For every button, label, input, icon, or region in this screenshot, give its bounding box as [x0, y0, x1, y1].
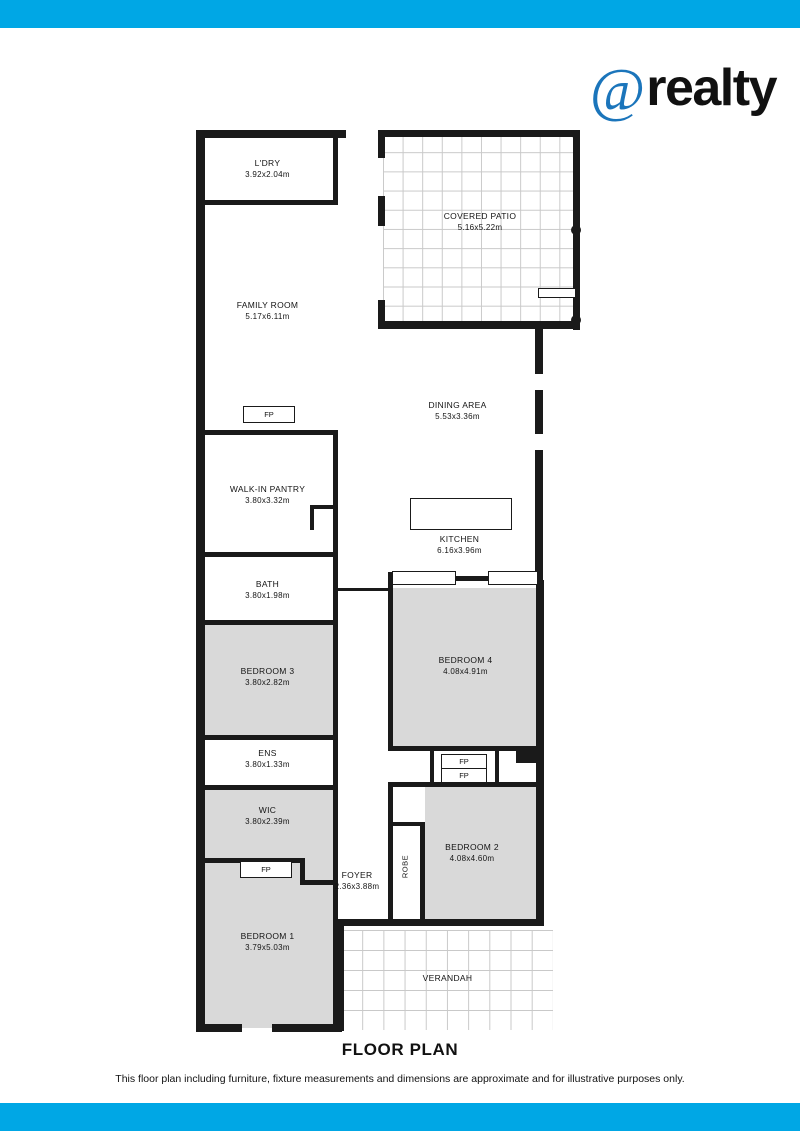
exterior-wall-right-of-foyer [336, 919, 544, 926]
room-name: KITCHEN [439, 534, 480, 544]
room-dimension: 5.53x3.36m [435, 412, 480, 421]
interior-wall-ens-bottom [196, 785, 338, 790]
brand-name: realty [646, 59, 776, 117]
room-label-walk-in-pantry [200, 484, 335, 506]
room-name: BEDROOM 4 [438, 655, 493, 665]
room-label-bedroom-1 [200, 931, 335, 953]
interior-wall-foyer-right [388, 786, 393, 921]
room-dimension: 3.80x3.32m [245, 496, 290, 505]
kitchen-island-bench [410, 498, 512, 530]
room-dimension: 3.79x5.03m [245, 943, 290, 952]
interior-wall-bedroom4-left [388, 580, 393, 750]
interior-wall-pantry-inner-vert [310, 505, 314, 530]
interior-wall-bath-bottom [196, 620, 338, 625]
room-name: COVERED PATIO [443, 211, 517, 221]
patio-post-top [571, 130, 579, 138]
room-label-wic [200, 805, 335, 827]
interior-wall-bed4-nib-far [516, 751, 536, 763]
room-label-bedroom-4 [398, 655, 533, 677]
exterior-wall-patio-bottom [378, 321, 580, 329]
room-dimension: 5.16x5.22m [457, 223, 503, 232]
disclaimer-text: This floor plan including furniture, fixture measurements and dimensions are approximate and for illustrative purposes only. [115, 1073, 685, 1085]
interior-wall-bed4-nib-right [495, 751, 499, 782]
bedroom4-wardrobe [392, 571, 456, 585]
room-label-laundry [200, 158, 335, 180]
fp-marker-bedroom4-a: FP [441, 754, 487, 769]
room-dimension: 2.36x3.88m [334, 882, 380, 891]
interior-wall-robe-top [392, 822, 424, 826]
interior-wall-pantry-bottom [196, 552, 338, 557]
robe-label: ROBE [400, 854, 410, 879]
room-dimension: 3.80x1.33m [245, 760, 290, 769]
exterior-wall-dining-right-lower [535, 450, 543, 580]
fp-marker-bedroom4-b: FP [441, 768, 487, 783]
interior-wall-pantry-top [196, 430, 338, 435]
room-label-kitchen [392, 534, 527, 556]
interior-wall-laundry-bottom [196, 200, 338, 205]
room-label-dining-area [390, 400, 525, 422]
room-name: VERANDAH [422, 973, 473, 983]
exterior-wall-right-lower [536, 580, 544, 925]
room-name: BATH [255, 579, 280, 589]
fp-marker-family: FP [243, 406, 295, 423]
exterior-wall-top-left [196, 130, 346, 138]
room-name: BEDROOM 3 [240, 666, 295, 676]
exterior-wall-dining-right-top [535, 328, 543, 374]
exterior-wall-patio-left-c [378, 300, 385, 329]
room-name: FAMILY ROOM [236, 300, 299, 310]
room-label-ens [200, 748, 335, 770]
interior-wall-bed4-nib-left [430, 751, 434, 782]
room-dimension: 3.80x1.98m [245, 591, 290, 600]
bedroom4-wardrobe-2 [488, 571, 538, 585]
interior-wall-bath-hall [338, 588, 392, 591]
room-name: FOYER [341, 870, 373, 880]
room-name: BEDROOM 2 [445, 842, 499, 852]
exterior-wall-bottom-left [196, 1024, 242, 1032]
exterior-wall-dining-right-mid [535, 390, 543, 434]
room-name: L'DRY [254, 158, 281, 168]
room-label-bath [200, 579, 335, 601]
room-label-bedroom-3 [200, 666, 335, 688]
room-label-family-room [200, 300, 335, 322]
room-name: BEDROOM 1 [240, 931, 295, 941]
room-dimension: 5.17x6.11m [245, 312, 290, 321]
room-dimension: 3.92x2.04m [245, 170, 290, 179]
interior-wall-robe-left [420, 822, 425, 920]
interior-wall-bedroom3-bottom [196, 735, 338, 740]
exterior-wall-patio-left-b [378, 196, 385, 226]
room-dimension: 3.80x2.39m [245, 817, 290, 826]
room-dimension: 3.80x2.82m [245, 678, 290, 687]
exterior-wall-top-right [378, 130, 580, 137]
room-dimension: 6.16x3.96m [437, 546, 482, 555]
room-label-foyer [312, 870, 402, 892]
patio-post-mid [571, 225, 581, 235]
room-label-bedroom-2 [412, 842, 532, 864]
fp-marker-wic: FP [240, 861, 292, 878]
room-name: DINING AREA [428, 400, 487, 410]
patio-sliding-door [538, 288, 576, 298]
exterior-wall-patio-left-a [378, 130, 385, 158]
room-dimension: 4.08x4.60m [449, 854, 495, 863]
room-label-covered-patio [410, 211, 550, 233]
room-dimension: 4.08x4.91m [443, 667, 488, 676]
at-symbol-icon: @ [589, 57, 646, 123]
room-label-verandah [380, 973, 515, 984]
exterior-wall-bottom-mid [272, 1024, 342, 1032]
room-name: WIC [258, 805, 277, 815]
page-title: FLOOR PLAN [341, 1040, 459, 1059]
room-name: WALK-IN PANTRY [229, 484, 306, 494]
patio-post-bottom [571, 315, 581, 325]
room-name: ENS [258, 748, 277, 758]
